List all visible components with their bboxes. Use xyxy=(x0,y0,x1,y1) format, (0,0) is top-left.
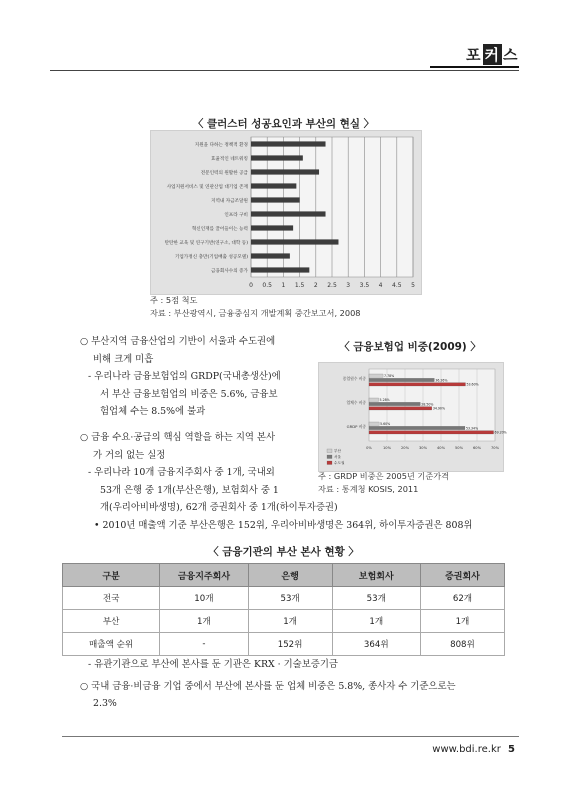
chart2-note: 주 : GRDP 비중은 2005년 기준가격 xyxy=(318,471,450,481)
data-label: 28.50% xyxy=(421,402,434,407)
category-label: 전문인력의 원활한 공급 xyxy=(200,171,248,176)
bar xyxy=(251,169,319,174)
x-tick-label: 70% xyxy=(491,446,499,450)
table-header-row xyxy=(63,564,505,587)
legend-label: 서울 xyxy=(334,455,341,460)
bar xyxy=(369,383,465,386)
category-label: 효율적인 네트워킹 xyxy=(211,157,248,162)
hq-status-table xyxy=(62,563,505,656)
sub-2-line2: 53개 은행 중 1개(부산은행), 보험회사 중 1 xyxy=(100,484,279,496)
bullet-block-1 xyxy=(80,333,310,421)
table-cell: 364위 xyxy=(332,633,420,656)
table-cell: 152위 xyxy=(248,633,332,656)
category-label: 혁신인재를 끌어들이는 능력 xyxy=(191,227,248,232)
x-tick-label: 5 xyxy=(411,282,415,289)
category-label: 기업가정신 충만(기업배출 성공모델) xyxy=(174,255,248,260)
category-label: 지역내 자금조달원 xyxy=(211,199,248,204)
category-label: 금융회사수의 증가 xyxy=(211,269,248,274)
sub-1-line2: 서 부산 금융보험업의 비중은 5.6%, 금융보 xyxy=(100,388,278,400)
table-cell: 1개 xyxy=(248,610,332,633)
x-tick-label: 40% xyxy=(437,446,445,450)
x-tick-label: 3 xyxy=(346,282,351,289)
after-bullet-line2: 2.3% xyxy=(93,698,117,710)
header-accent-rule xyxy=(430,66,519,68)
category-label: 사업지원서비스 및 연관산업 대기업 존재 xyxy=(166,185,248,190)
table-cell: 1개 xyxy=(332,610,420,633)
category-label: 탄탄한 교육 및 연구기반(연구소, 대학 등) xyxy=(164,241,248,246)
page-footer xyxy=(432,744,515,755)
sub-2-dot: • 2010년 매출액 기준 부산은행은 152위, 우리아비바생명은 364위, 하이투자증권은 808위 xyxy=(94,519,473,531)
bullet-2-line2: 가 거의 없는 실정 xyxy=(93,449,166,461)
table-cell: 부산 xyxy=(63,610,160,633)
col-header: 보험회사 xyxy=(332,564,420,587)
category-label: 업체수 비중 xyxy=(346,400,366,405)
table-cell: 1개 xyxy=(160,610,248,633)
magazine-logo xyxy=(466,44,519,65)
category-label: 지원을 다하는 정책적 환경 xyxy=(194,143,248,148)
finance-share-chart xyxy=(318,362,507,472)
col-header: 은행 xyxy=(248,564,332,587)
x-tick-label: 0% xyxy=(366,446,372,450)
bar xyxy=(369,426,465,429)
x-tick-label: 0.5 xyxy=(262,282,272,289)
data-label: 53.34% xyxy=(465,426,479,431)
bar xyxy=(369,374,383,377)
data-label: 5.28% xyxy=(379,398,390,402)
x-tick-label: 2 xyxy=(313,282,318,289)
sub-2-line1: - 우리나라 10개 금융지주회사 중 1개, 국내외 xyxy=(88,467,275,479)
bar xyxy=(251,225,293,230)
data-label: 53.60% xyxy=(466,382,479,387)
bullet-2-line1: ○ 금융 수요·공급의 핵심 역할을 하는 지역 본사 xyxy=(80,432,276,443)
after-sub-line: - 유관기관으로 부산에 본사를 둔 기관은 KRX · 기술보증기금 xyxy=(88,659,338,670)
data-label: 34.90% xyxy=(432,406,445,411)
sub-1-line3: 험업체 수는 8.5%에 불과 xyxy=(100,406,206,418)
data-label: 7.78% xyxy=(384,374,395,378)
chart1-note-scale: 주 : 5점 척도 xyxy=(150,295,198,305)
bar xyxy=(369,398,379,401)
bar xyxy=(369,422,379,425)
category-label: 인프라 구비 xyxy=(224,213,248,218)
bar xyxy=(251,253,290,258)
data-label: 69.20% xyxy=(494,430,507,435)
bar xyxy=(251,155,303,160)
category-label: 종업원수 비중 xyxy=(342,376,366,381)
logo-text-mid: 커 xyxy=(484,46,500,64)
after-bullet-line1: ○ 국내 금융·비금융 기업 중에서 부산에 본사를 둔 업체 비중은 5.8%, 종사자 수 기준으로는 xyxy=(80,680,456,692)
x-tick-label: 60% xyxy=(473,446,481,450)
page-number: 5 xyxy=(508,744,515,755)
table-row xyxy=(63,633,505,656)
x-tick-label: 1 xyxy=(281,282,286,289)
cluster-factor-chart-svg xyxy=(151,131,421,294)
bullet-1-line1: ○ 부산지역 금융산업의 기반이 서울과 수도권에 xyxy=(80,336,276,347)
x-tick-label: 4 xyxy=(378,282,383,289)
chart1-source: 자료 : 부산광역시, 금융중심지 개발계획 중간보고서, 2008 xyxy=(150,308,361,318)
chart1-caption: 〈 클러스터 성공요인과 부산의 현실 〉 xyxy=(192,118,375,130)
bar xyxy=(369,407,432,410)
x-tick-label: 50% xyxy=(455,446,463,450)
bar xyxy=(369,431,494,434)
bar xyxy=(251,183,296,188)
x-tick-label: 10% xyxy=(383,446,391,450)
after-table-block xyxy=(80,656,520,713)
legend-swatch xyxy=(327,461,332,465)
x-tick-label: 2.5 xyxy=(327,282,337,289)
bar xyxy=(251,197,300,202)
table-cell: 62개 xyxy=(420,587,504,610)
finance-share-chart-svg xyxy=(319,363,507,471)
bullet-1-line2: 비해 크게 미흡 xyxy=(93,353,154,365)
x-tick-label: 20% xyxy=(401,446,409,450)
table-cell: - xyxy=(160,633,248,656)
data-label: 36.26% xyxy=(435,378,448,383)
x-tick-label: 30% xyxy=(419,446,427,450)
bar xyxy=(251,267,309,272)
sub-2-line3: 개(우리아비바생명), 62개 증권회사 중 1개(하이투자증권) xyxy=(100,502,338,514)
chart2-source: 자료 : 통계청 KOSIS, 2011 xyxy=(318,484,419,494)
col-header: 금융지주회사 xyxy=(160,564,248,587)
bar xyxy=(369,402,420,405)
table-cell: 10개 xyxy=(160,587,248,610)
bar xyxy=(369,378,434,381)
legend-label: 수도권 xyxy=(334,461,345,466)
table-cell: 전국 xyxy=(63,587,160,610)
legend-label: 부산 xyxy=(334,449,341,454)
logo-text-right: 스 xyxy=(503,46,519,64)
table-cell: 808위 xyxy=(420,633,504,656)
bar xyxy=(251,211,326,216)
table-cell: 53개 xyxy=(248,587,332,610)
bar xyxy=(251,239,338,244)
table-cell: 53개 xyxy=(332,587,420,610)
cluster-factor-chart xyxy=(150,130,422,295)
legend-swatch xyxy=(327,455,332,459)
category-label: GRDP 비중 xyxy=(346,424,366,429)
table-row xyxy=(63,587,505,610)
chart2-caption: 〈 금융보험업 비중(2009) 〉 xyxy=(339,341,481,353)
table-cell: 매출액 순위 xyxy=(63,633,160,656)
x-tick-label: 4.5 xyxy=(392,282,402,289)
x-tick-label: 1.5 xyxy=(294,282,305,289)
col-header: 구분 xyxy=(63,564,160,587)
col-header: 증권회사 xyxy=(420,564,504,587)
bar xyxy=(251,141,326,146)
logo-text-left: 포 xyxy=(466,46,482,64)
legend-swatch xyxy=(327,449,332,453)
footer-rule xyxy=(62,736,519,737)
sub-1-line1: - 우리나라 금융보험업의 GRDP(국내총생산)에 xyxy=(88,371,281,383)
header-rule xyxy=(50,70,519,71)
x-tick-label: 3.5 xyxy=(359,282,370,289)
footer-url: www.bdi.re.kr xyxy=(432,744,501,755)
x-tick-label: 0 xyxy=(249,282,253,289)
table-row xyxy=(63,610,505,633)
data-label: 5.60% xyxy=(380,422,391,426)
table-caption: 〈 금융기관의 부산 본사 현황 〉 xyxy=(208,546,359,558)
table-cell: 1개 xyxy=(420,610,504,633)
